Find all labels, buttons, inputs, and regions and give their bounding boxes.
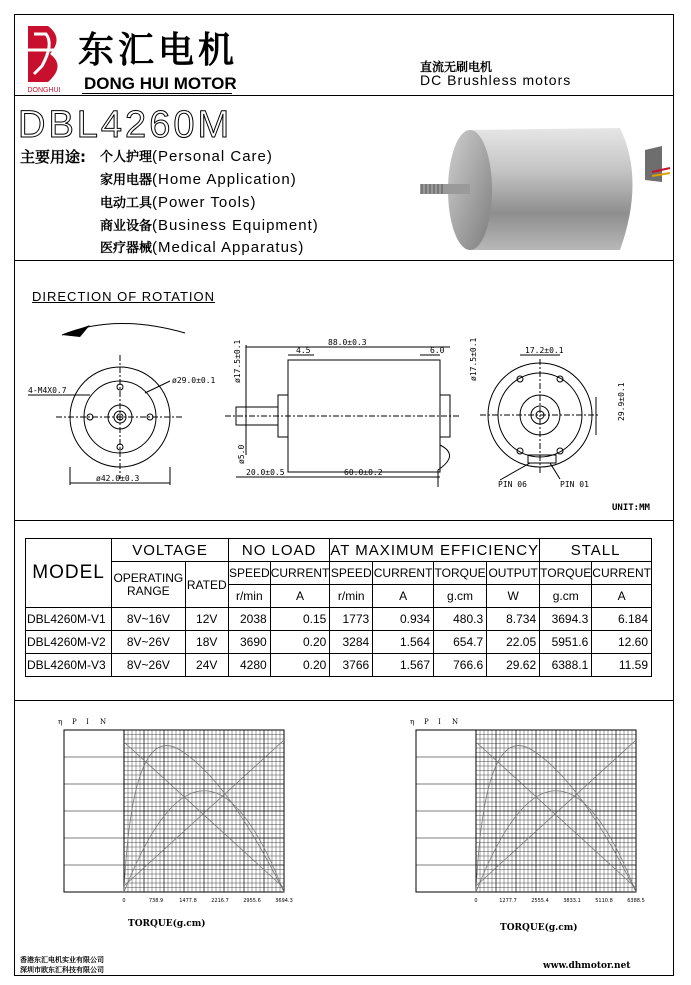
name-underline (82, 93, 232, 94)
unit-cell: r/min (228, 585, 270, 608)
table-row (26, 654, 652, 677)
value-cell: 3766 (330, 654, 373, 677)
value-cell: 0.934 (373, 608, 434, 631)
value-cell: 18V (185, 631, 228, 654)
value-cell: 12.60 (592, 631, 652, 654)
section-divider (14, 520, 674, 521)
torque-tick-label: 2216.7 (211, 898, 229, 904)
operating-range-header: OPERATING RANGE (112, 562, 185, 608)
current-header: CURRENT (373, 562, 434, 585)
unit-cell: g.cm (434, 585, 487, 608)
front-view (28, 355, 184, 485)
dim-shaft-dia: ø5.0 (237, 444, 246, 464)
current-header: CURRENT (270, 562, 330, 585)
torque-header: TORQUE (540, 562, 592, 585)
dim-total-len: 88.0±0.3 (328, 338, 367, 347)
value-cell: 1.564 (373, 631, 434, 654)
unit-cell: r/min (330, 585, 373, 608)
value-cell: 0.20 (270, 654, 330, 677)
torque-tick-label: 2955.6 (243, 898, 261, 904)
stall-header: STALL (540, 539, 652, 562)
model-title: DBL4260M (18, 104, 233, 146)
max-efficiency-header: AT MAXIMUM EFFICIENCY (330, 539, 540, 562)
dim-shaft-len: 20.0±0.5 (246, 468, 285, 477)
dim-rear-w: 17.2±0.1 (525, 346, 564, 355)
rear-view (480, 355, 600, 480)
value-cell: 22.05 (487, 631, 540, 654)
value-cell: 1773 (330, 608, 373, 631)
category-cn: 直流无刷电机 (420, 60, 493, 74)
value-cell: 766.6 (434, 654, 487, 677)
model-cell: DBL4260M-V2 (26, 631, 112, 654)
unit-label: UNIT:MM (612, 503, 650, 513)
chart-header-label: P (72, 718, 77, 726)
torque-tick-label: 738.9 (148, 898, 164, 904)
company-logo (20, 20, 68, 94)
voltage-header: VOLTAGE (112, 539, 229, 562)
torque-tick-label: 5110.8 (595, 898, 613, 904)
value-cell: 3694.3 (540, 608, 592, 631)
value-cell: 3690 (228, 631, 270, 654)
output-header: OUTPUT (487, 562, 540, 585)
torque-tick-label: 6388.5 (627, 898, 645, 904)
motor-photo (430, 110, 670, 260)
chart-header-label: I (86, 718, 89, 726)
dim-shaft-step: 4.5 (296, 346, 311, 355)
table-row (26, 608, 652, 631)
dim-front-od: ø42.0±0.3 (96, 474, 140, 483)
value-cell: 0.20 (270, 631, 330, 654)
torque-tick-label: 3833.1 (563, 898, 581, 904)
use-item: 医疗器械(Medical Apparatus) (100, 239, 305, 256)
use-item: 个人护理(Personal Care) (100, 148, 273, 165)
side-view (225, 345, 460, 487)
value-cell: 654.7 (434, 631, 487, 654)
pin-06-label: PIN 06 (498, 480, 527, 489)
unit-cell: W (487, 585, 540, 608)
use-item: 商业设备(Business Equipment) (100, 217, 319, 234)
torque-tick-label: 1277.7 (499, 898, 517, 904)
pin-01-label: PIN 01 (560, 480, 589, 489)
uses-label: 主要用途: (20, 148, 86, 166)
value-cell: 2038 (228, 608, 270, 631)
torque-tick-label: 0 (474, 898, 478, 904)
value-cell: 6.184 (592, 608, 652, 631)
chart-header-label: I (438, 718, 441, 726)
unit-cell: g.cm (540, 585, 592, 608)
noload-header: NO LOAD (228, 539, 329, 562)
value-cell: 24V (185, 654, 228, 677)
torque-tick-label: 3694.3 (275, 898, 293, 904)
value-cell: 29.62 (487, 654, 540, 677)
chart-header-label: η (58, 718, 63, 726)
rated-header: RATED (185, 562, 228, 608)
dim-body-len: 60.0±0.2 (344, 468, 383, 477)
chart-header-label: N (100, 718, 107, 726)
direction-label: DIRECTION OF ROTATION (32, 289, 216, 304)
footer-company-hk: 香港东汇电机实业有限公司 (20, 956, 104, 964)
torque-tick-label: 1477.8 (179, 898, 197, 904)
value-cell: 0.15 (270, 608, 330, 631)
company-name-cn: 东汇电机 (78, 29, 239, 71)
unit-cell: A (592, 585, 652, 608)
value-cell: 3284 (330, 631, 373, 654)
dim-rear-h: 29.9±0.1 (617, 382, 626, 421)
value-cell: 11.59 (592, 654, 652, 677)
dimension-drawings (20, 315, 670, 500)
dim-boss2: ø17.5±0.1 (469, 337, 478, 381)
header-divider (14, 95, 674, 96)
category-en: DC Brushless motors (420, 72, 572, 88)
model-cell: DBL4260M-V1 (26, 608, 112, 631)
table-row (26, 631, 652, 654)
value-cell: 12V (185, 608, 228, 631)
torque-tick-label: 0 (122, 898, 126, 904)
footer-company-sz: 深圳市欧东汇科技有限公司 (20, 966, 104, 974)
section-divider (14, 700, 674, 701)
torque-tick-label: 2555.4 (531, 898, 549, 904)
website-link[interactable]: www.dhmotor.net (543, 961, 631, 971)
unit-cell: A (373, 585, 434, 608)
value-cell: 4280 (228, 654, 270, 677)
value-cell: 5951.6 (540, 631, 592, 654)
model-header: MODEL (26, 539, 112, 608)
torque-header: TORQUE (434, 562, 487, 585)
torque-axis-label: TORQUE(g.cm) (500, 923, 578, 933)
dim-pcd: ø29.0±0.1 (172, 376, 216, 385)
value-cell: 8V~26V (112, 654, 185, 677)
current-header: CURRENT (592, 562, 652, 585)
chart-header-label: η (410, 718, 415, 726)
chart-header-label: P (424, 718, 429, 726)
value-cell: 8.734 (487, 608, 540, 631)
dim-screw: 4-M4X0.7 (28, 386, 67, 395)
section-divider (14, 260, 674, 261)
chart-header-label: N (452, 718, 459, 726)
value-cell: 1.567 (373, 654, 434, 677)
logo-text: DONGHUI (27, 87, 61, 94)
use-item: 家用电器(Home Application) (100, 171, 297, 188)
company-name-en: DONG HUI MOTOR (84, 74, 237, 93)
dim-rear-step: 6.0 (430, 346, 445, 355)
dim-boss1: ø17.5±0.1 (233, 339, 242, 383)
performance-curve-v1 (40, 716, 293, 916)
spec-rows (26, 608, 652, 677)
value-cell: 6388.1 (540, 654, 592, 677)
performance-curve-v2 (392, 716, 645, 916)
value-cell: 8V~16V (112, 608, 185, 631)
use-item: 电动工具(Power Tools) (100, 194, 257, 211)
speed-header: SPEED (228, 562, 270, 585)
value-cell: 480.3 (434, 608, 487, 631)
spec-table (25, 538, 652, 677)
value-cell: 8V~26V (112, 631, 185, 654)
model-cell: DBL4260M-V3 (26, 654, 112, 677)
speed-header: SPEED (330, 562, 373, 585)
torque-axis-label: TORQUE(g.cm) (128, 919, 206, 929)
unit-cell: A (270, 585, 330, 608)
